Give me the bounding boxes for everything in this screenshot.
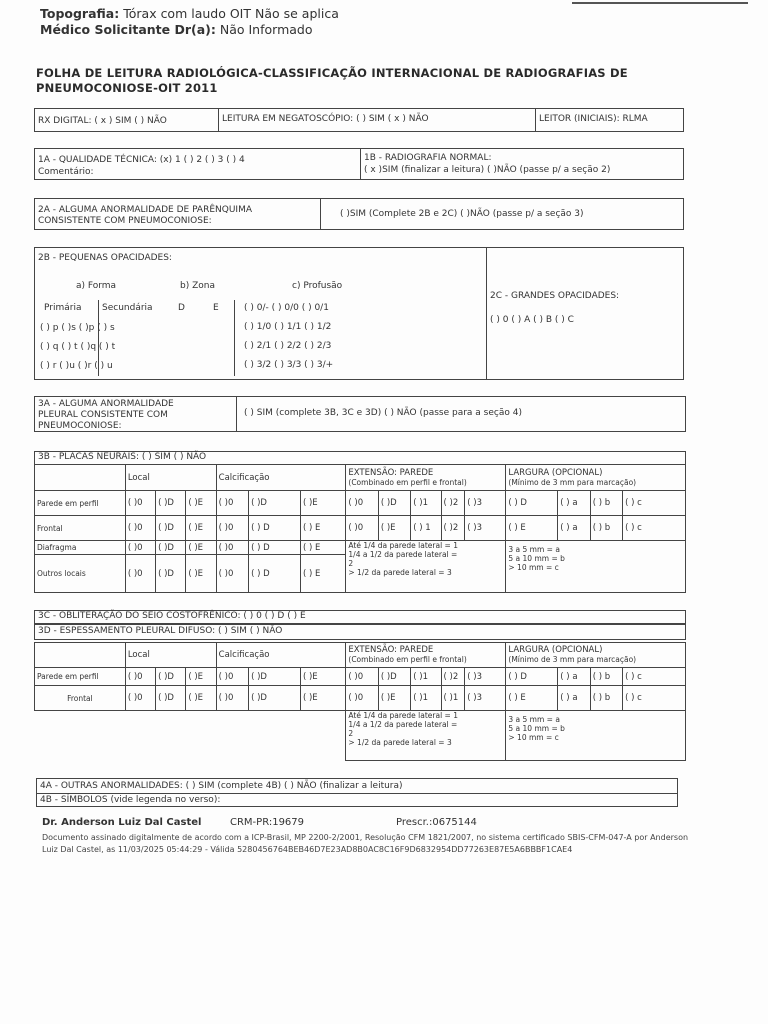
checkbox-cell[interactable]: ( )1 bbox=[411, 668, 441, 686]
row-label: Frontal bbox=[35, 686, 126, 711]
extensao-legend-2: 1/4 a 1/2 da parede lateral = bbox=[348, 720, 458, 729]
checkbox-cell[interactable]: ( )2 bbox=[441, 668, 465, 686]
topografia-label: Topografia: bbox=[40, 6, 120, 21]
profusao-row-3[interactable]: ( ) 2/1 ( ) 2/2 ( ) 2/3 bbox=[244, 341, 332, 351]
checkbox-cell[interactable]: ( ) a bbox=[558, 491, 590, 516]
primaria-label: Primária bbox=[44, 303, 82, 313]
table-row bbox=[35, 516, 686, 541]
checkbox-cell[interactable]: ( )0 bbox=[125, 686, 155, 711]
checkbox-cell[interactable]: ( )E bbox=[300, 668, 345, 686]
checkbox-cell[interactable]: ( )3 bbox=[465, 668, 506, 686]
table-row bbox=[35, 491, 686, 516]
divider bbox=[218, 108, 219, 132]
radiografia-normal-options[interactable]: ( x )SIM (finalizar a leitura) ( )NÃO (passe p/ a seção 2) bbox=[364, 165, 611, 175]
pleural-question-1: 3A - ALGUMA ANORMALIDADE bbox=[38, 399, 174, 409]
checkbox-cell[interactable]: ( )0 bbox=[346, 491, 378, 516]
checkbox-cell[interactable]: ( )0 bbox=[216, 555, 248, 593]
prescr-number: Prescr.:0675144 bbox=[396, 817, 477, 828]
divider bbox=[535, 108, 536, 132]
checkbox-cell[interactable]: ( ) E bbox=[300, 516, 345, 541]
checkbox-cell[interactable]: ( )3 bbox=[465, 491, 506, 516]
checkbox-cell[interactable]: ( )0 bbox=[125, 668, 155, 686]
simbolos-field[interactable]: 4B - SÍMBOLOS (vide legenda no verso): bbox=[40, 795, 221, 805]
checkbox-cell[interactable]: ( )0 bbox=[125, 516, 155, 541]
checkbox-cell[interactable]: ( ) b bbox=[590, 686, 622, 711]
row-label: Frontal bbox=[35, 516, 126, 541]
checkbox-cell[interactable]: ( ) E bbox=[506, 686, 558, 711]
table-row bbox=[35, 541, 686, 555]
checkbox-cell[interactable]: ( ) D bbox=[506, 668, 558, 686]
largura-legend-1: 3 a 5 mm = a bbox=[508, 545, 560, 554]
grandes-opacidades-options[interactable]: ( ) 0 ( ) A ( ) B ( ) C bbox=[490, 315, 574, 325]
checkbox-cell[interactable]: ( )0 bbox=[216, 686, 248, 711]
extensao-legend-4: > 1/2 da parede lateral = 3 bbox=[348, 568, 452, 577]
checkbox-cell[interactable]: ( )D bbox=[249, 668, 301, 686]
comentario-field[interactable]: Comentário: bbox=[38, 167, 94, 177]
divider bbox=[36, 793, 678, 794]
radiografia-normal-label: 1B - RADIOGRAFIA NORMAL: bbox=[364, 153, 492, 163]
checkbox-cell[interactable]: ( ) E bbox=[300, 541, 345, 555]
checkbox-cell[interactable]: ( ) D bbox=[249, 541, 301, 555]
qualidade-tecnica-field[interactable]: 1A - QUALIDADE TÉCNICA: (x) 1 ( ) 2 ( ) 3 ( ) 4 bbox=[38, 155, 245, 165]
title-line-2: PNEUMOCONIOSE-OIT 2011 bbox=[36, 81, 218, 95]
checkbox-cell[interactable]: ( )1 bbox=[411, 686, 441, 711]
table-row bbox=[35, 668, 686, 686]
pleural-question-3: PNEUMOCONIOSE: bbox=[38, 421, 122, 431]
extensao-legend-1: Até 1/4 da parede lateral = 1 bbox=[348, 711, 458, 720]
checkbox-cell[interactable]: ( )1 bbox=[411, 491, 441, 516]
checkbox-cell[interactable]: ( )0 bbox=[346, 668, 378, 686]
checkbox-cell[interactable]: ( )E bbox=[186, 516, 216, 541]
top-rule bbox=[572, 2, 748, 4]
checkbox-cell[interactable]: ( )0 bbox=[216, 491, 248, 516]
calcificacao-header: Calcificação bbox=[216, 465, 346, 491]
checkbox-cell[interactable]: ( ) b bbox=[590, 516, 622, 541]
checkbox-cell[interactable]: ( )E bbox=[378, 516, 410, 541]
medico-label: Médico Solicitante Dr(a): bbox=[40, 22, 216, 37]
forma-label: a) Forma bbox=[76, 281, 117, 291]
divider bbox=[236, 396, 237, 432]
checkbox-cell[interactable]: ( ) E bbox=[300, 555, 345, 593]
profusao-row-2[interactable]: ( ) 1/0 ( ) 1/1 ( ) 1/2 bbox=[244, 322, 332, 332]
row-label: Outros locais bbox=[35, 555, 126, 593]
checkbox-cell[interactable]: ( )D bbox=[156, 555, 186, 593]
largura-legend-1: 3 a 5 mm = a bbox=[508, 715, 560, 724]
blank-cell bbox=[35, 711, 346, 761]
placas-table bbox=[34, 464, 686, 593]
pleural-options[interactable]: ( ) SIM (complete 3B, 3C e 3D) ( ) NÃO (passe para a seção 4) bbox=[244, 408, 522, 418]
checkbox-cell[interactable]: ( ) D bbox=[249, 555, 301, 593]
largura-legend-3: > 10 mm = c bbox=[508, 563, 559, 572]
checkbox-cell[interactable]: ( )D bbox=[249, 686, 301, 711]
parenquima-question-2: CONSISTENTE COM PNEUMOCONIOSE: bbox=[38, 216, 212, 226]
zona-label: b) Zona bbox=[180, 281, 215, 291]
checkbox-cell[interactable]: ( ) b bbox=[590, 668, 622, 686]
checkbox-cell[interactable]: ( )0 bbox=[346, 516, 378, 541]
extensao-title: EXTENSÃO: PAREDE bbox=[348, 467, 434, 478]
checkbox-cell[interactable]: ( )D bbox=[378, 668, 410, 686]
checkbox-cell[interactable]: ( ) E bbox=[506, 516, 558, 541]
negatoscopio-field[interactable]: LEITURA EM NEGATOSCÓPIO: ( ) SIM ( x ) NÃO bbox=[222, 114, 429, 124]
pleural-question-2: PLEURAL CONSISTENTE COM bbox=[38, 410, 168, 420]
title-line-1: FOLHA DE LEITURA RADIOLÓGICA-CLASSIFICAÇÃO INTERNACIONAL DE RADIOGRAFIAS DE bbox=[36, 66, 628, 80]
checkbox-cell[interactable]: ( )D bbox=[156, 686, 186, 711]
checkbox-cell[interactable]: ( )D bbox=[249, 491, 301, 516]
medico-value: Não Informado bbox=[219, 22, 313, 37]
checkbox-cell[interactable]: ( )E bbox=[186, 541, 216, 555]
forma-row-1[interactable]: ( ) p ( )s ( )p ( ) s bbox=[40, 323, 115, 333]
checkbox-cell[interactable]: ( ) a bbox=[558, 686, 590, 711]
largura-legend bbox=[506, 541, 686, 593]
extensao-legend-1: Até 1/4 da parede lateral = 1 bbox=[348, 541, 458, 550]
checkbox-cell[interactable]: ( )E bbox=[186, 686, 216, 711]
medico-line bbox=[40, 22, 313, 37]
largura-legend-2: 5 a 10 mm = b bbox=[508, 724, 565, 733]
local-header: Local bbox=[125, 465, 216, 491]
checkbox-cell[interactable]: ( )E bbox=[186, 555, 216, 593]
divider bbox=[234, 300, 235, 376]
checkbox-cell[interactable]: ( )E bbox=[300, 491, 345, 516]
checkbox-cell[interactable]: ( ) c bbox=[623, 491, 686, 516]
parenquima-options[interactable]: ( )SIM (Complete 2B e 2C) ( )NÃO (passe p/ a seção 3) bbox=[340, 209, 584, 219]
zona-e-label: E bbox=[213, 303, 219, 313]
checkbox-cell[interactable]: ( )D bbox=[156, 491, 186, 516]
largura-legend-2: 5 a 10 mm = b bbox=[508, 554, 565, 563]
pequenas-opacidades-title: 2B - PEQUENAS OPACIDADES: bbox=[38, 253, 172, 263]
profusao-label: c) Profusão bbox=[292, 281, 343, 291]
grandes-opacidades-title: 2C - GRANDES OPACIDADES: bbox=[490, 291, 620, 301]
checkbox-cell[interactable]: ( )0 bbox=[125, 541, 155, 555]
extensao-legend-3: 2 bbox=[348, 559, 354, 568]
checkbox-cell[interactable]: ( ) c bbox=[623, 516, 686, 541]
largura-sub: (Mínimo de 3 mm para marcação) bbox=[508, 655, 637, 664]
topografia-value: Tórax com laudo OIT Não se aplica bbox=[123, 6, 339, 21]
signature-line-2: Luiz Dal Castel, as 11/03/2025 05:44:29 - Válida 5280456764BEB46D7E23AD8B0AC8C16F9D6832954DD77263E87E5A6BBBF1CAE4 bbox=[42, 845, 573, 854]
checkbox-cell[interactable]: ( )D bbox=[156, 516, 186, 541]
leitor-field[interactable]: LEITOR (INICIAIS): RLMA bbox=[539, 114, 648, 124]
checkbox-cell[interactable]: ( )1 bbox=[441, 686, 465, 711]
checkbox-cell[interactable]: ( ) c bbox=[623, 668, 686, 686]
row-label: Parede em perfil bbox=[35, 668, 126, 686]
secundaria-label: Secundária bbox=[102, 303, 153, 313]
extensao-legend bbox=[346, 541, 506, 593]
checkbox-cell[interactable]: ( )E bbox=[186, 491, 216, 516]
checkbox-cell[interactable]: ( )E bbox=[186, 668, 216, 686]
parenquima-question-1: 2A - ALGUMA ANORMALIDADE DE PARÊNQUIMA bbox=[38, 205, 252, 215]
table-row bbox=[35, 686, 686, 711]
profusao-row-1[interactable]: ( ) 0/- ( ) 0/0 ( ) 0/1 bbox=[244, 303, 329, 313]
checkbox-cell[interactable]: ( )E bbox=[300, 686, 345, 711]
checkbox-cell[interactable]: ( ) a bbox=[558, 516, 590, 541]
largura-header bbox=[506, 643, 686, 668]
extensao-legend-3: 2 bbox=[348, 729, 354, 738]
blank-cell bbox=[35, 465, 126, 491]
forma-row-2[interactable]: ( ) q ( ) t ( )q ( ) t bbox=[40, 342, 116, 352]
checkbox-cell[interactable]: ( )0 bbox=[125, 491, 155, 516]
espessamento-field[interactable]: 3D - ESPESSAMENTO PLEURAL DIFUSO: ( ) SIM ( ) NÃO bbox=[38, 626, 283, 636]
espessamento-table bbox=[34, 642, 686, 761]
checkbox-cell[interactable]: ( )0 bbox=[216, 541, 248, 555]
table-row bbox=[35, 711, 686, 761]
checkbox-cell[interactable]: ( ) D bbox=[249, 516, 301, 541]
doctor-name: Dr. Anderson Luiz Dal Castel bbox=[42, 817, 202, 828]
extensao-sub: (Combinado em perfil e frontal) bbox=[348, 477, 467, 487]
largura-title: LARGURA (OPCIONAL) bbox=[508, 645, 603, 655]
zona-d-label: D bbox=[178, 303, 185, 313]
checkbox-cell[interactable]: ( )0 bbox=[125, 555, 155, 593]
topografia-line bbox=[40, 6, 339, 21]
largura-header bbox=[506, 465, 686, 491]
placas-neurais-field[interactable]: 3B - PLACAS NEURAIS: ( ) SIM ( ) NÃO bbox=[38, 452, 207, 462]
largura-legend-3: > 10 mm = c bbox=[508, 733, 559, 742]
extensao-sub: (Combinado em perfil e frontal) bbox=[348, 655, 467, 664]
obliteracao-field[interactable]: 3C - OBLITERAÇÃO DO SEIO COSTOFRÊNICO: ( ) 0 ( ) D ( ) E bbox=[38, 611, 306, 621]
local-header: Local bbox=[125, 643, 216, 668]
blank-cell bbox=[35, 643, 126, 668]
checkbox-cell[interactable]: ( )D bbox=[156, 668, 186, 686]
form-title bbox=[36, 66, 676, 96]
crm-number: CRM-PR:19679 bbox=[230, 817, 305, 828]
calcificacao-header: Calcificação bbox=[216, 643, 346, 668]
extensao-title: EXTENSÃO: PAREDE bbox=[348, 645, 434, 655]
extensao-header bbox=[346, 643, 506, 668]
checkbox-cell[interactable]: ( )3 bbox=[465, 516, 506, 541]
extensao-legend bbox=[346, 711, 506, 761]
checkbox-cell[interactable]: ( )3 bbox=[465, 686, 506, 711]
rx-digital-field[interactable]: RX DIGITAL: ( x ) SIM ( ) NÃO bbox=[38, 116, 167, 126]
checkbox-cell[interactable]: ( )0 bbox=[216, 668, 248, 686]
divider bbox=[320, 198, 321, 230]
row-label: Diafragma bbox=[35, 541, 126, 555]
profusao-row-4[interactable]: ( ) 3/2 ( ) 3/3 ( ) 3/+ bbox=[244, 360, 334, 370]
largura-title: LARGURA (OPCIONAL) bbox=[508, 467, 603, 478]
checkbox-cell[interactable]: ( ) a bbox=[558, 668, 590, 686]
forma-row-3[interactable]: ( ) r ( )u ( )r ( ) u bbox=[40, 361, 113, 371]
checkbox-cell[interactable]: ( )2 bbox=[441, 491, 465, 516]
checkbox-cell[interactable]: ( )0 bbox=[216, 516, 248, 541]
row-label: Parede em perfil bbox=[35, 491, 126, 516]
extensao-header bbox=[346, 465, 506, 491]
checkbox-cell[interactable]: ( )D bbox=[156, 541, 186, 555]
largura-sub: (Mínimo de 3 mm para marcação) bbox=[508, 477, 637, 487]
extensao-legend-2: 1/4 a 1/2 da parede lateral = bbox=[348, 550, 458, 559]
checkbox-cell[interactable]: ( )E bbox=[378, 686, 410, 711]
outras-anormalidades-field[interactable]: 4A - OUTRAS ANORMALIDADES: ( ) SIM (complete 4B) ( ) NÃO (finalizar a leitura) bbox=[40, 781, 403, 791]
checkbox-cell[interactable]: ( ) 1 bbox=[411, 516, 441, 541]
checkbox-cell[interactable]: ( )D bbox=[378, 491, 410, 516]
divider bbox=[486, 247, 487, 380]
checkbox-cell[interactable]: ( )0 bbox=[346, 686, 378, 711]
checkbox-cell[interactable]: ( ) c bbox=[623, 686, 686, 711]
largura-legend bbox=[506, 711, 686, 761]
divider bbox=[360, 148, 361, 180]
checkbox-cell[interactable]: ( )2 bbox=[441, 516, 465, 541]
signature-line-1: Documento assinado digitalmente de acordo com a ICP-Brasil, MP 2200-2/2001, Resolução CFM 1821/2007, no sistema certificado SBIS-CFM-047-A por Anderson bbox=[42, 833, 689, 842]
extensao-legend-4: > 1/2 da parede lateral = 3 bbox=[348, 738, 452, 747]
checkbox-cell[interactable]: ( ) b bbox=[590, 491, 622, 516]
checkbox-cell[interactable]: ( ) D bbox=[506, 491, 558, 516]
